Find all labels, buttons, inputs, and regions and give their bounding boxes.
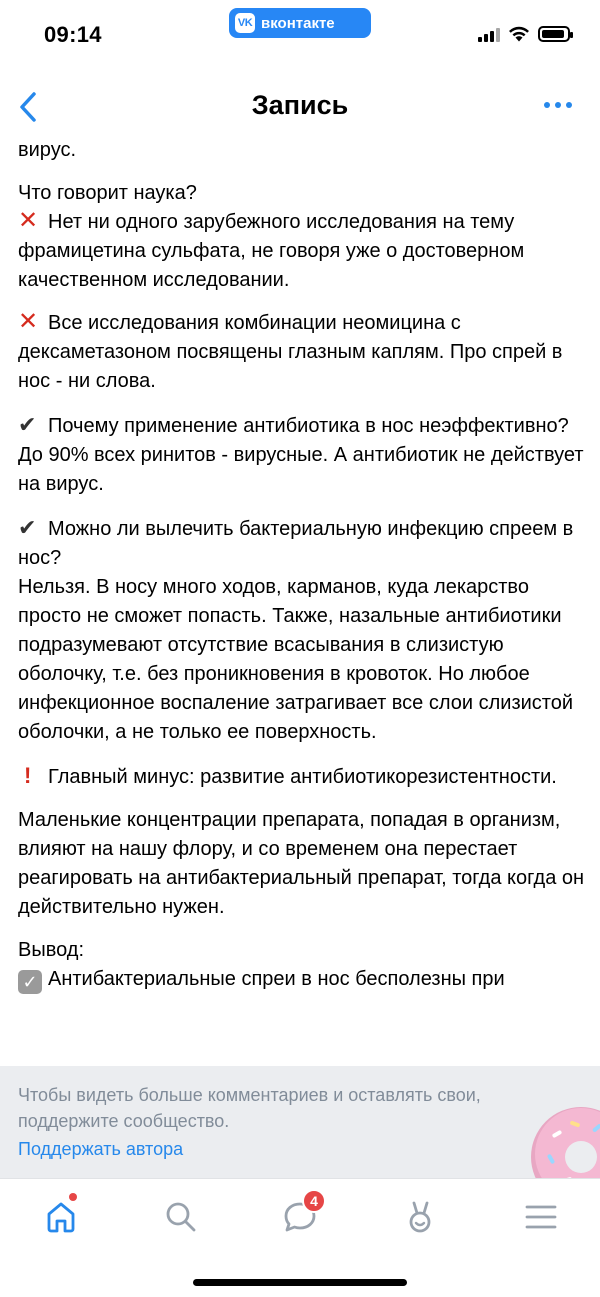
post-text: Что говорит наука?: [18, 182, 197, 204]
post-text: Вывод:: [18, 939, 85, 961]
post-text: Нельзя. В носу много ходов, карманов, куда лекарство просто не сможет попасть. Также, назальные антибиотики подразумевают отсутствие всасывания в слизистую оболочку, т.е. без проникновения в кровоток. Но любое инфекционное воспаление затрагивает все слои слизистой оболочки, а не только ее поверхность.: [18, 576, 574, 743]
more-dot-icon: [566, 102, 572, 108]
vk-logo-icon: VK: [235, 13, 255, 33]
status-time: 09:14: [44, 22, 102, 47]
post-text: Почему применение антибиотика в нос неэффективно?: [48, 415, 569, 437]
check-mark-icon: ✔: [18, 412, 37, 437]
notification-dot: [69, 1193, 77, 1201]
post-paragraph: [18, 136, 588, 165]
post-paragraph: [18, 806, 588, 922]
wifi-icon: [508, 26, 530, 42]
more-dot-icon: [555, 102, 561, 108]
cross-mark-icon: ✕: [18, 308, 39, 335]
page-title: Запись: [251, 90, 349, 120]
support-banner: [0, 1066, 600, 1178]
post-text: Главный минус: развитие антибиотикорезистентности.: [48, 766, 557, 788]
home-icon: [43, 1199, 79, 1235]
tab-messages[interactable]: [276, 1193, 324, 1241]
checkbox-checked-icon: ✓: [18, 970, 42, 994]
tab-home[interactable]: [37, 1193, 85, 1241]
search-icon: [164, 1200, 198, 1234]
post-paragraph: [18, 761, 588, 792]
post-paragraph: [18, 309, 588, 396]
post-text: Нет ни одного зарубежного исследования на тему фрамицетина сульфата, не говоря уже о достоверном качественном исследовании.: [18, 211, 525, 291]
clips-icon: [403, 1199, 437, 1235]
status-icons: [478, 26, 570, 42]
post-paragraph: [18, 410, 588, 499]
battery-level: [542, 30, 564, 38]
app-return-badge[interactable]: [229, 8, 371, 38]
donut-icon: [526, 1102, 600, 1178]
check-mark-icon: ✔: [18, 515, 37, 540]
more-options-button[interactable]: [544, 102, 572, 108]
post-paragraph: [18, 513, 588, 747]
support-banner-text: Чтобы видеть больше комментариев и оставлять свои, поддержите сообщество.: [18, 1085, 481, 1131]
cross-mark-icon: ✕: [18, 207, 39, 234]
post-content: [18, 136, 588, 1066]
post-text: Можно ли вылечить бактериальную инфекцию спреем в нос?: [18, 518, 574, 569]
post-text: Антибактериальные спреи в нос бесполезны при: [48, 968, 505, 990]
tab-menu[interactable]: [517, 1193, 565, 1241]
post-paragraph: [18, 936, 588, 994]
post-text: Маленькие концентрации препарата, попадая в организм, влияют на нашу флору, и со временем она перестает реагировать на антибактериальный препарат, тогда когда он действительно нужен.: [18, 809, 585, 918]
home-indicator: [193, 1279, 407, 1286]
tab-clips[interactable]: [396, 1193, 444, 1241]
status-bar: [0, 0, 600, 70]
post-paragraph: [18, 179, 588, 295]
post-text: Все исследования комбинации неомицина с дексаметазоном посвящены глазным каплям. Про спрей в нос - ни слова.: [18, 312, 563, 392]
post-text: До 90% всех ринитов - вирусные. А антибиотик не действует на вирус.: [18, 444, 584, 495]
more-dot-icon: [544, 102, 550, 108]
nav-bar: [0, 70, 600, 142]
messages-unread-badge: 4: [302, 1189, 326, 1213]
cellular-signal-icon: [478, 27, 500, 42]
tab-search[interactable]: [157, 1193, 205, 1241]
post-text: вирус.: [18, 139, 77, 161]
battery-icon: [538, 26, 570, 42]
support-author-link[interactable]: Поддержать автора: [18, 1139, 184, 1159]
menu-icon: [524, 1202, 558, 1232]
exclamation-mark-icon: !: [24, 763, 32, 788]
app-return-label: вконтакте: [261, 14, 335, 32]
